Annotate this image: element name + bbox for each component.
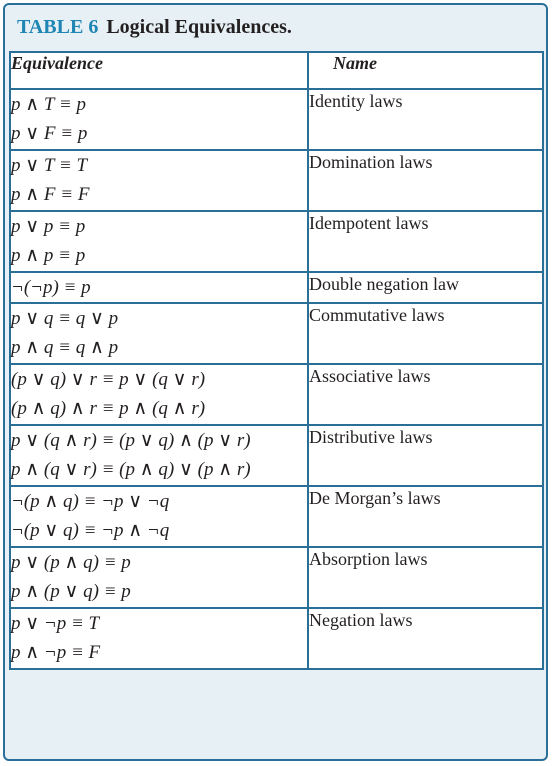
law-name: De Morgan’s laws: [308, 486, 543, 547]
table-frame: [3, 3, 548, 761]
column-header-equivalence: Equivalence: [10, 52, 308, 89]
equivalence-formula: p ∨ F ≡ p: [11, 123, 88, 144]
law-name: Identity laws: [308, 89, 543, 150]
law-name: Double negation law: [308, 272, 543, 303]
header-row: [10, 52, 543, 89]
equivalence-cell: [10, 89, 308, 150]
table-number: TABLE 6: [17, 15, 99, 38]
table-row: [10, 486, 543, 547]
column-header-name: Name: [308, 52, 543, 89]
law-name: Distributive laws: [308, 425, 543, 486]
table-row: [10, 211, 543, 272]
table-row: [10, 425, 543, 486]
equivalence-formula: (p ∨ q) ∨ r ≡ p ∨ (q ∨ r): [11, 369, 206, 390]
equivalence-formula: p ∨ T ≡ T: [11, 155, 88, 176]
table-row: [10, 303, 543, 364]
law-name: Negation laws: [308, 608, 543, 669]
equivalence-cell: [10, 425, 308, 486]
equivalence-formula: p ∧ (p ∨ q) ≡ p: [11, 581, 131, 602]
equivalence-formula: ¬(¬p) ≡ p: [11, 277, 91, 298]
equivalence-cell: [10, 486, 308, 547]
table-body: [10, 89, 543, 669]
law-name: Commutative laws: [308, 303, 543, 364]
equivalence-cell: [10, 364, 308, 425]
equivalence-cell: [10, 272, 308, 303]
table-row: [10, 89, 543, 150]
equivalence-formula: p ∧ p ≡ p: [11, 245, 86, 266]
law-name: Idempotent laws: [308, 211, 543, 272]
law-name: Absorption laws: [308, 547, 543, 608]
equivalences-table: [9, 51, 544, 670]
table-caption: [5, 5, 546, 49]
equivalence-cell: [10, 150, 308, 211]
equivalence-formula: p ∨ (q ∧ r) ≡ (p ∨ q) ∧ (p ∨ r): [11, 430, 251, 451]
equivalence-formula: p ∨ q ≡ q ∨ p: [11, 308, 119, 329]
table-row: [10, 272, 543, 303]
equivalence-formula: ¬(p ∨ q) ≡ ¬p ∧ ¬q: [11, 520, 170, 541]
equivalence-cell: [10, 303, 308, 364]
equivalence-formula: p ∨ ¬p ≡ T: [11, 613, 100, 634]
equivalence-cell: [10, 211, 308, 272]
equivalence-formula: p ∧ (q ∨ r) ≡ (p ∧ q) ∨ (p ∧ r): [11, 459, 251, 480]
equivalence-formula: p ∨ (p ∧ q) ≡ p: [11, 552, 131, 573]
equivalence-formula: (p ∧ q) ∧ r ≡ p ∧ (q ∧ r): [11, 398, 206, 419]
equivalence-formula: p ∧ ¬p ≡ F: [11, 642, 101, 663]
equivalence-formula: p ∨ p ≡ p: [11, 216, 86, 237]
equivalence-cell: [10, 608, 308, 669]
law-name: Domination laws: [308, 150, 543, 211]
equivalence-formula: p ∧ T ≡ p: [11, 94, 86, 115]
table-row: [10, 150, 543, 211]
law-name: Associative laws: [308, 364, 543, 425]
equivalence-formula: p ∧ q ≡ q ∧ p: [11, 337, 119, 358]
table-title: Logical Equivalences.: [106, 15, 292, 38]
table-row: [10, 547, 543, 608]
table-row: [10, 364, 543, 425]
equivalence-formula: ¬(p ∧ q) ≡ ¬p ∨ ¬q: [11, 491, 170, 512]
equivalence-cell: [10, 547, 308, 608]
equivalence-formula: p ∧ F ≡ F: [11, 184, 90, 205]
table-row: [10, 608, 543, 669]
